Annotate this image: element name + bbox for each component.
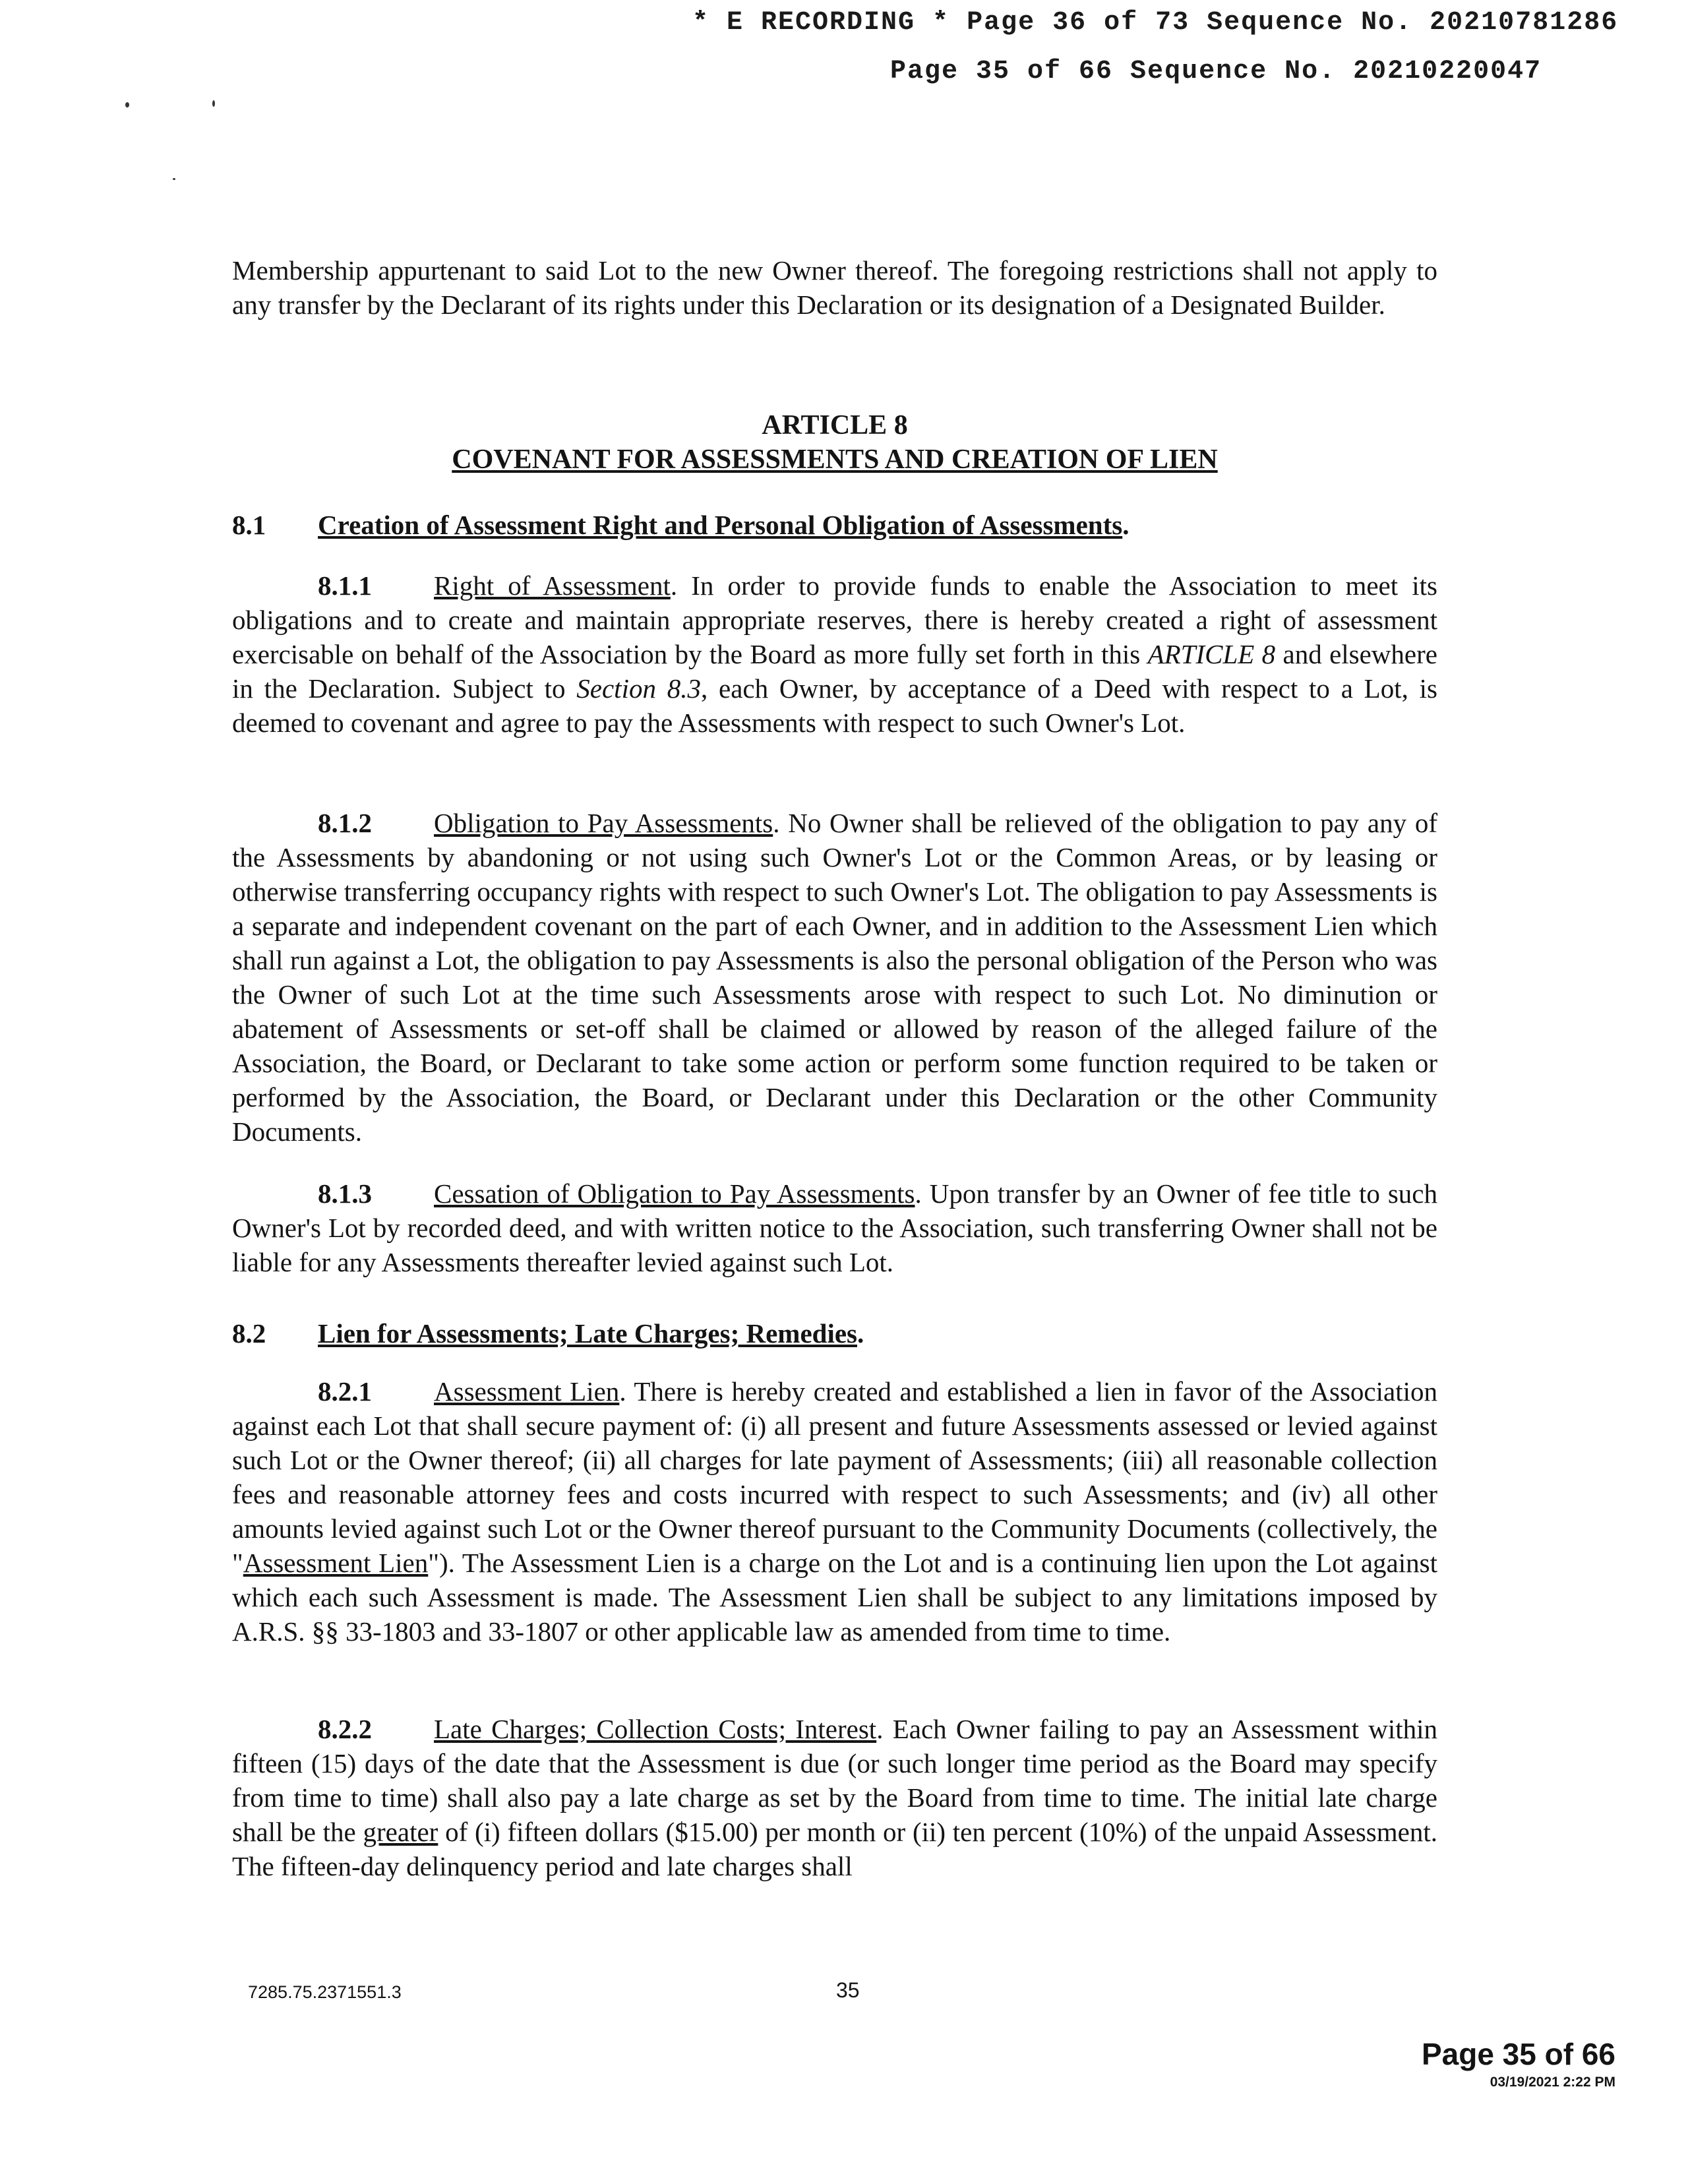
document-id: 7285.75.2371551.3 xyxy=(248,1982,402,2002)
paragraph-text: , each Owner, by acceptance of a Deed with respect to a Lot, is deemed to covenant and agree to pay the Assessments with respect to such Owner's Lot. xyxy=(232,673,1437,738)
paragraph-text: of (i) fifteen dollars ($15.00) per month or (ii) ten percent (10%) of the unpaid Assessment. The fifteen-day delinquency period and late charges shall xyxy=(232,1817,1437,1881)
paragraph-text: . No Owner shall be relieved of the obligation to pay any of the Assessments by abandoning or not using such Owner's Lot or the Common Areas, or by leasing or otherwise transferring occupancy rights with respect to such Owner's Lot. The obligation to pay Assessments is a separate and independent covenant on the part of each Owner, and in addition to the Assessment Lien which shall run against a Lot, the obligation to pay Assessments is also the personal obligation of the Person who was the Owner of such Lot at the time such Assessments arose with respect to such Lot. No diminution or abatement of Assessments or set-off shall be claimed or allowed by reason of the alleged failure of the Association, the Board, or Declarant to take some action or perform some function required to be taken or performed by the Association, the Board, or Declarant under this Declaration or the other Community Documents. xyxy=(232,808,1437,1147)
paragraph-text: "). The Assessment Lien is a charge on the Lot and is a continuing lien upon the Lot against which each such Assessment is made. The Assessment Lien shall be subject to any limitations imposed by A.R.S. §§ 33-1803 and 33-1807 or other applicable law as amended from time to time. xyxy=(232,1548,1437,1647)
section-title: Creation of Assessment Right and Personal Obligation of Assessments xyxy=(318,510,1123,540)
paragraph-8-2-2 xyxy=(232,1712,1437,1883)
paragraph-heading: Cessation of Obligation to Pay Assessments xyxy=(434,1178,915,1209)
recording-header-line-1: * E RECORDING * Page 36 of 73 Sequence No. 20210781286 xyxy=(692,8,1619,38)
scan-speck xyxy=(125,102,129,107)
paragraph-number: 8.2.1 xyxy=(318,1376,372,1407)
paragraph-8-1-1 xyxy=(232,568,1437,740)
section-title-period: . xyxy=(1122,510,1130,540)
paragraph-text: . There is hereby created and established a lien in favor of the Association against each Lot that shall secure payment of: (i) all present and future Assessments assessed or levied against such Lot or the Owner thereof; (ii) all charges for late payment of Assessments; (iii) all reasonable collection fees and reasonable attorney fees and costs incurred with respect to such Assessments; and (iv) all other amounts levied against such Lot or the Owner thereof pursuant to the Community Documents (collectively, the " xyxy=(232,1376,1437,1578)
intro-text: Membership appurtenant to said Lot to the new Owner thereof. The foregoing restrictions shall not apply to any transfer by the Declarant of its rights under this Declaration or its designation of a Designated Builder. xyxy=(232,255,1437,320)
intro-paragraph xyxy=(232,253,1437,322)
paragraph-text: and elsewhere in the Declaration. Subject to xyxy=(232,639,1437,704)
paragraph-8-2-1 xyxy=(232,1374,1437,1649)
section-heading-8-2 xyxy=(232,1316,1437,1350)
paragraph-8-1-3 xyxy=(232,1176,1437,1279)
cross-reference: ARTICLE 8 xyxy=(1147,639,1276,669)
paragraph-text: . Upon transfer by an Owner of fee title to such Owner's Lot by recorded deed, and with written notice to the Association, such transferring Owner shall not be liable for any Assessments thereafter levied against such Lot. xyxy=(232,1178,1438,1277)
article-title: COVENANT FOR ASSESSMENTS AND CREATION OF LIEN xyxy=(452,444,1218,475)
article-number: ARTICLE 8 xyxy=(762,410,908,440)
defined-term: Assessment Lien xyxy=(243,1548,429,1578)
section-title-period: . xyxy=(857,1318,864,1349)
section-number: 8.2 xyxy=(232,1318,266,1349)
paragraph-text: . Each Owner failing to pay an Assessment within fifteen (15) days of the date that the Assessment is due (or such longer time period as the Board may specify from time to time) shall also pay a late charge as set by the Board from time to time. The initial late charge shall be the xyxy=(232,1714,1438,1847)
recorder-page-stamp: Page 35 of 66 xyxy=(1421,2037,1615,2071)
paragraph-number: 8.2.2 xyxy=(318,1714,372,1744)
page-number: 35 xyxy=(836,1978,860,2002)
paragraph-number: 8.1.2 xyxy=(318,808,372,838)
scan-speck xyxy=(212,100,215,107)
paragraph-heading: Obligation to Pay Assessments xyxy=(434,808,773,838)
recorder-date-stamp: 03/19/2021 2:22 PM xyxy=(1490,2075,1615,2090)
emphasized-word: greater xyxy=(363,1817,438,1847)
paragraph-heading: Assessment Lien xyxy=(434,1376,620,1407)
section-title: Lien for Assessments; Late Charges; Remedies xyxy=(318,1318,857,1349)
paragraph-heading: Late Charges; Collection Costs; Interest xyxy=(434,1714,877,1744)
paragraph-8-1-2 xyxy=(232,806,1437,1149)
section-number: 8.1 xyxy=(232,510,266,540)
scan-speck xyxy=(173,178,175,180)
paragraph-number: 8.1.1 xyxy=(318,570,372,601)
paragraph-heading: Right of Assessment xyxy=(434,570,671,601)
section-heading-8-1 xyxy=(232,508,1437,542)
cross-reference: Section 8.3 xyxy=(576,673,701,704)
paragraph-number: 8.1.3 xyxy=(318,1178,372,1209)
recording-header-line-2: Page 35 of 66 Sequence No. 20210220047 xyxy=(890,57,1542,86)
paragraph-text: . In order to provide funds to enable the Association to meet its obligations and to create and maintain appropriate reserves, there is hereby created a right of assessment exercisable on behalf of the Association by the Board as more fully set forth in this xyxy=(232,570,1437,669)
